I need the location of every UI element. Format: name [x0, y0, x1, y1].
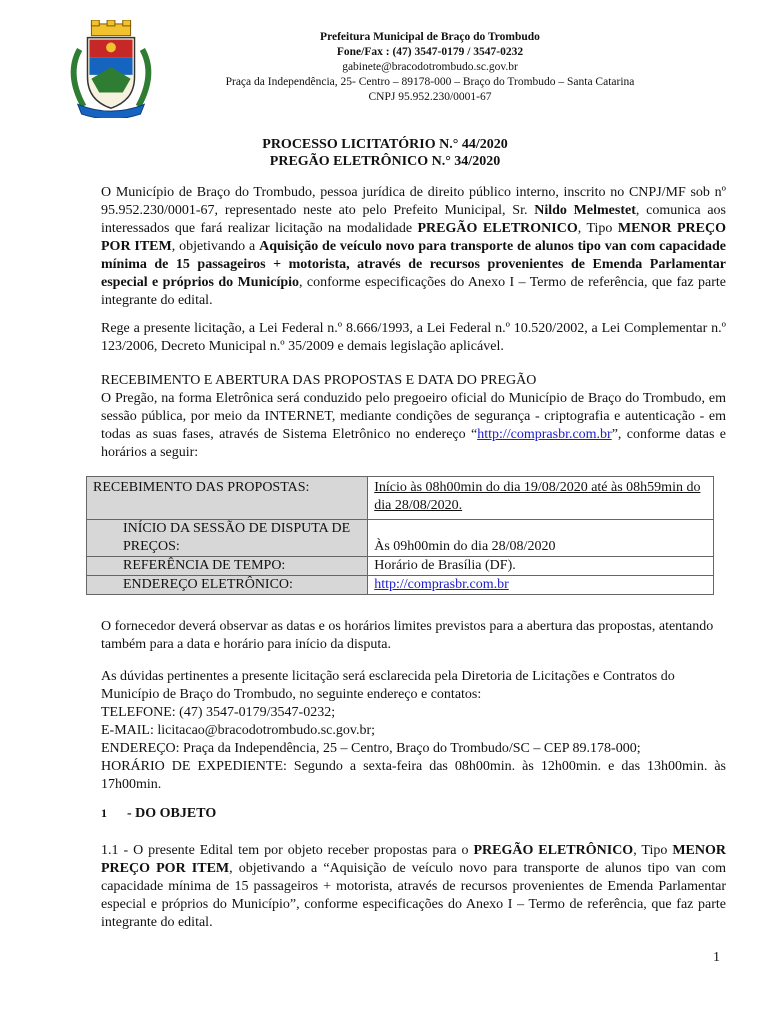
- page-number: 1: [713, 950, 720, 965]
- text-run: , objetivando a “Aquisição de veículo novo para transporte de alunos tipo van com capacidade mínima de 15 passageiros + motorista, através de recursos provenientes de Emenda Parlamentar especial e próprios do Município”, conforme especificações do Anexo I – Termo de referência, que faz parte integrante do edital.: [101, 861, 726, 930]
- receipt-paragraph: [101, 372, 726, 462]
- text-run: O Município de Braço do Trombudo, pessoa jurídica de direito público interno, inscrito no CNPJ/MF sob nº 95.952.230/0001-67, representado neste ato pelo Prefeito Municipal, Sr.: [101, 185, 726, 218]
- comprasbr-table-link[interactable]: http://comprasbr.com.br: [374, 577, 509, 592]
- table-label: ENDEREÇO ELETRÔNICO:: [87, 576, 368, 595]
- contact-endereco: ENDEREÇO: Praça da Independência, 25 – Centro, Braço do Trombudo/SC – CEP 89.178-000;: [101, 741, 641, 756]
- table-value: Às 09h00min do dia 28/08/2020: [368, 520, 714, 557]
- text-run: , conforme especificações do Anexo I – Termo de referência, que faz parte integrante do edital.: [101, 275, 726, 308]
- text-run: 1.1 - O presente Edital tem por objeto receber propostas para o: [101, 843, 474, 858]
- table-value: [368, 576, 714, 595]
- text-run: , Tipo: [633, 843, 673, 858]
- supplier-note-paragraph: [101, 618, 726, 654]
- contact-horario: HORÁRIO DE EXPEDIENTE: Segundo a sexta-feira das 08h00min. às 12h00min. e das 13h00min. às 17h00min.: [101, 759, 726, 792]
- contacts-intro: As dúvidas pertinentes a presente licitação será esclarecida pela Diretoria de Licitações e Contratos do Município de Braço do Trombudo, no seguinte endereço e contatos:: [101, 669, 675, 702]
- section-title: - DO OBJETO: [127, 806, 217, 821]
- text-run: , objetivando a: [171, 239, 260, 254]
- table-row: [87, 520, 714, 557]
- text-run: O Pregão, na forma Eletrônica será conduzido pelo pregoeiro oficial do Município de Braço do Trombudo, em sessão pública, por meio da INTERNET, mediante condições de segurança - criptografia e autenticação - em todas as suas fases, através de Sistema Eletrônico no endereço “: [101, 391, 726, 442]
- processo-title: PROCESSO LICITATÓRIO N.° 44/2020: [262, 137, 508, 152]
- phone-fax: Fone/Fax : (47) 3547-0179 / 3547-0232: [336, 46, 524, 58]
- tender-type: MENOR PREÇO POR ITEM: [101, 843, 726, 876]
- receipt-heading: RECEBIMENTO E ABERTURA DAS PROPOSTAS E DATA DO PREGÃO: [101, 373, 537, 388]
- header-email: gabinete@bracodotrombudo.sc.gov.br: [342, 61, 518, 73]
- section-heading: [101, 806, 216, 822]
- supplier-note-text: O fornecedor deverá observar as datas e os horários limites previstos para a abertura das propostas, atentando também para a data e horário para início da disputa.: [101, 619, 714, 652]
- modality: PREGÃO ELETRÔNICO: [473, 843, 634, 858]
- text-run: ”, conforme datas e horários a seguir:: [101, 427, 726, 460]
- section-number: 1: [101, 806, 107, 820]
- legal-basis-paragraph: [101, 320, 726, 356]
- municipality-name: Prefeitura Municipal de Braço do Trombudo: [320, 31, 540, 43]
- tender-type: MENOR PREÇO POR ITEM: [101, 221, 726, 254]
- letterhead: [180, 30, 680, 105]
- header-cnpj: CNPJ 95.952.230/0001-67: [368, 91, 492, 103]
- table-label: INÍCIO DA SESSÃO DE DISPUTA DE PREÇOS:: [87, 520, 368, 557]
- table-row: [87, 477, 714, 520]
- document-titles: [0, 136, 770, 170]
- header-address: Praça da Independência, 25- Centro – 89178-000 – Braço do Trombudo – Santa Catarina: [225, 76, 635, 88]
- mayor-name: Nildo Melmestet: [534, 203, 636, 218]
- table-value: Horário de Brasília (DF).: [368, 557, 714, 576]
- comprasbr-link[interactable]: http://comprasbr.com.br: [477, 427, 612, 442]
- table-label: REFERÊNCIA DE TEMPO:: [87, 557, 368, 576]
- modality: PREGÃO ELETRONICO: [417, 221, 578, 236]
- text-run: , Tipo: [577, 221, 618, 236]
- table-label: RECEBIMENTO DAS PROPOSTAS:: [87, 477, 368, 520]
- pregao-title: PREGÃO ELETRÔNICO N.° 34/2020: [269, 154, 501, 169]
- contacts-paragraph: [101, 668, 726, 794]
- contact-telefone: TELEFONE: (47) 3547-0179/3547-0232;: [101, 705, 336, 720]
- municipal-coat-of-arms-icon: [62, 20, 160, 118]
- legal-basis-text: Rege a presente licitação, a Lei Federal n.º 8.666/1993, a Lei Federal n.º 10.520/2002, a Lei Complementar n.º 123/2006, Decreto Municipal n.º 35/2009 e demais legislação aplicável.: [101, 321, 726, 354]
- schedule-table: [86, 476, 714, 595]
- text-run: , comunica aos interessados que fará realizar licitação na modalidade: [101, 203, 726, 236]
- table-row: [87, 557, 714, 576]
- table-row: [87, 576, 714, 595]
- table-value: Início às 08h00min do dia 19/08/2020 até às 08h59min do dia 28/08/2020.: [368, 477, 714, 520]
- intro-paragraph: [101, 184, 726, 310]
- object-description: Aquisição de veículo novo para transporte de alunos tipo van com capacidade mínima de 15 passageiros + motorista, através de recursos provenientes de Emenda Parlamentar especial e próprios do Município: [101, 239, 727, 290]
- object-paragraph: [101, 842, 726, 932]
- contact-email: E-MAIL: licitacao@bracodotrombudo.sc.gov.br;: [101, 723, 376, 738]
